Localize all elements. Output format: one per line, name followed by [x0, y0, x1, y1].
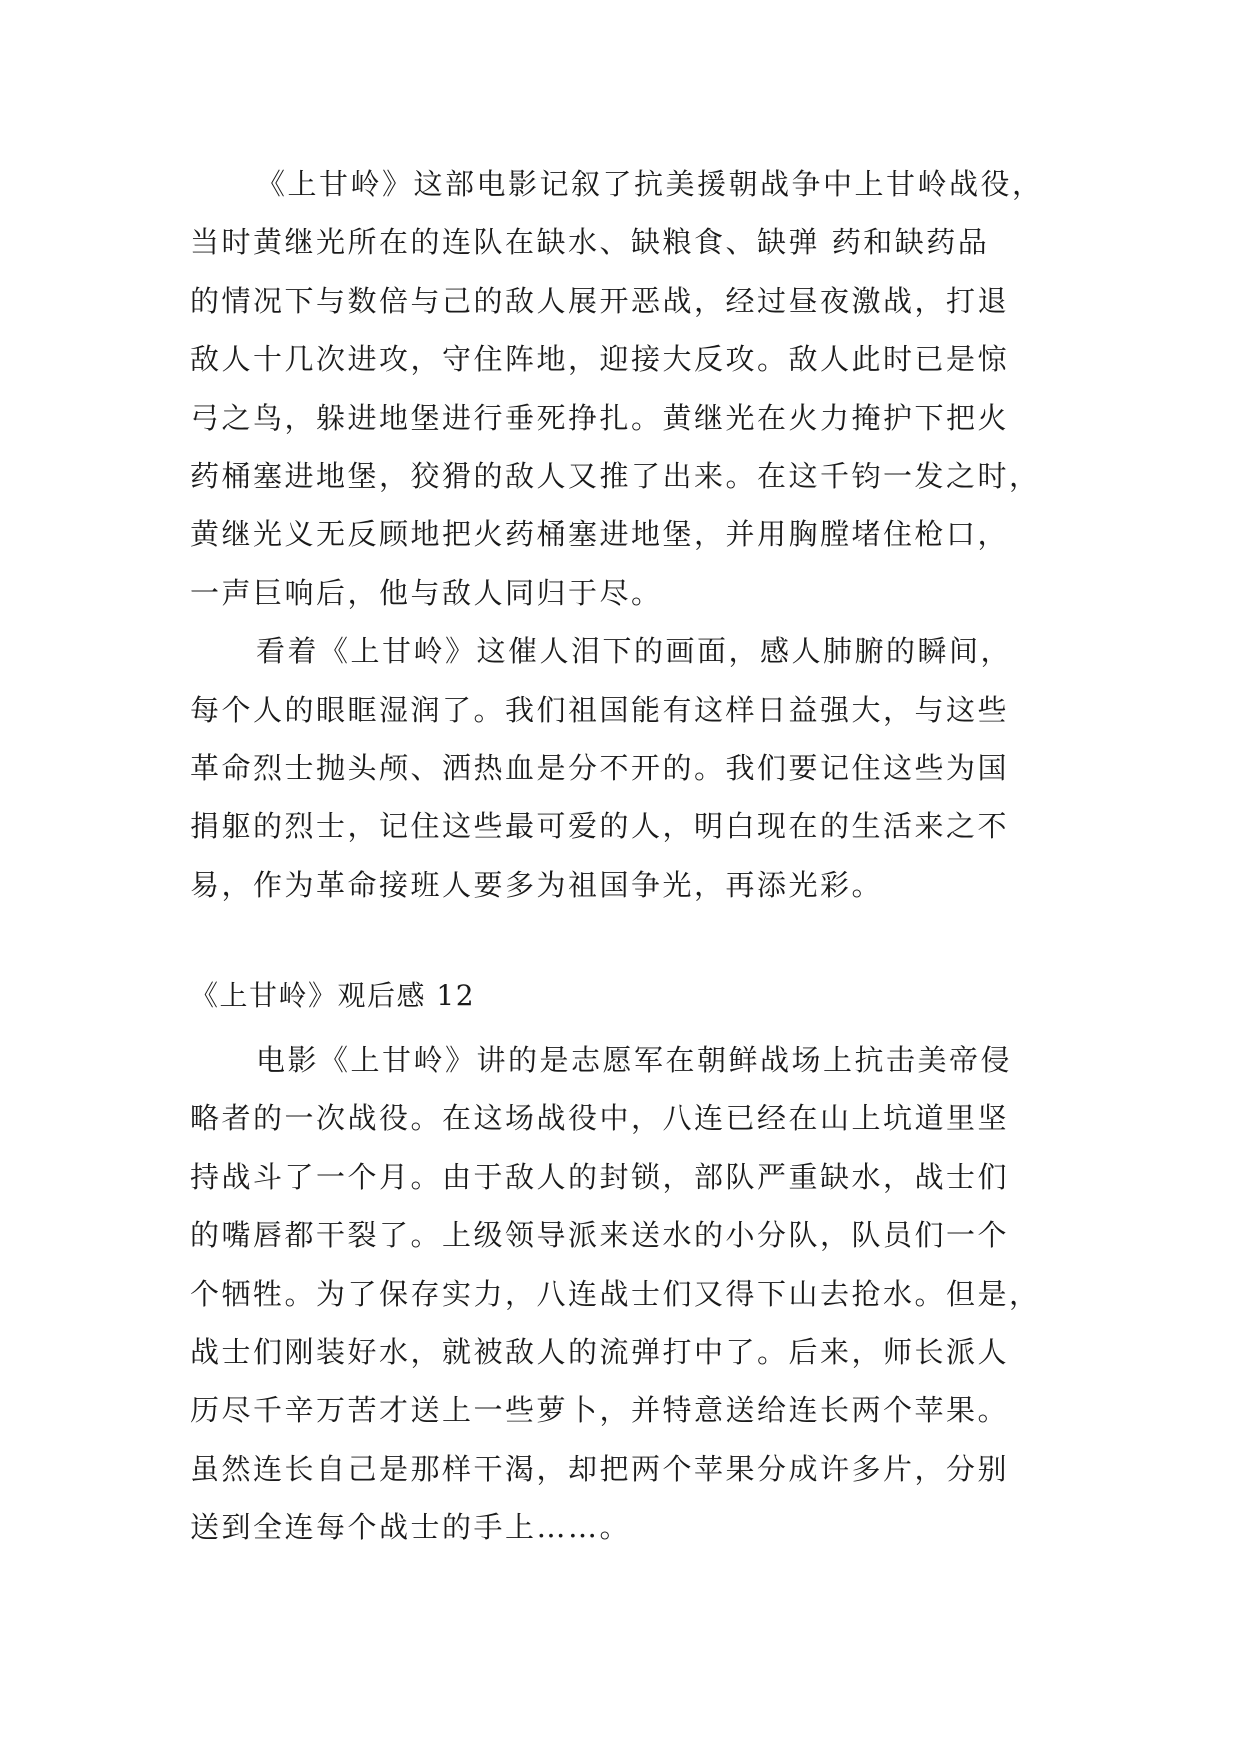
paragraph-line: 易，作为革命接班人要多为祖国争光，再添光彩。 — [190, 867, 884, 902]
paragraph-line: 的嘴唇都干裂了。上级领导派来送水的小分队，队员们一个 — [190, 1218, 1010, 1253]
paragraph-line: 个牺牲。为了保存实力，八连战士们又得下山去抢水。但是， — [190, 1276, 1041, 1311]
paragraph-line: 每个人的眼眶湿润了。我们祖国能有这样日益强大，与这些 — [190, 692, 1010, 727]
paragraph-line: 战士们刚装好水，就被敌人的流弹打中了。后来，师长派人 — [190, 1334, 1010, 1369]
paragraph-line: 药桶塞进地堡，狡猾的敌人又推了出来。在这千钧一发之时， — [190, 458, 1041, 493]
essay-part-2 — [190, 1042, 1070, 1568]
section-heading: 《上甘岭》观后感 12 — [190, 979, 476, 1012]
paragraph-line: 黄继光义无反顾地把火药桶塞进地堡，并用胸膛堵住枪口， — [190, 517, 1010, 552]
paragraph-line: 历尽千辛万苦才送上一些萝卜，并特意送给连长两个苹果。 — [190, 1393, 1010, 1428]
paragraph-line: 的情况下与数倍与己的敌人展开恶战，经过昼夜激战，打退 — [190, 283, 1010, 318]
paragraph-line: 革命烈士抛头颅、洒热血是分不开的。我们要记住这些为国 — [190, 750, 1010, 785]
paragraph-line: 捐躯的烈士，记住这些最可爱的人，明白现在的生活来之不 — [190, 809, 1010, 844]
paragraph-line: 看着《上甘岭》这催人泪下的画面，感人肺腑的瞬间， — [256, 634, 1013, 669]
paragraph-line: 当时黄继光所在的连队在缺水、缺粮食、缺弹 药和缺药品 — [190, 225, 990, 260]
paragraph-line: 敌人十几次进攻，守住阵地，迎接大反攻。敌人此时已是惊 — [190, 342, 1010, 377]
paragraph-line: 持战斗了一个月。由于敌人的封锁，部队严重缺水，战士们 — [190, 1159, 1010, 1194]
paragraph-line: 电影《上甘岭》讲的是志愿军在朝鲜战场上抗击美帝侵 — [256, 1043, 1013, 1077]
paragraph-line: 虽然连长自己是那样干渴，却把两个苹果分成许多片，分别 — [190, 1451, 1010, 1486]
paragraph-line: 《上甘岭》这部电影记叙了抗美援朝战争中上甘岭战役， — [256, 167, 1044, 201]
paragraph-line: 弓之鸟，躲进地堡进行垂死挣扎。黄继光在火力掩护下把火 — [190, 400, 1010, 435]
essay-part-1 — [190, 166, 1070, 925]
paragraph-line: 略者的一次战役。在这场战役中，八连已经在山上坑道里坚 — [190, 1101, 1010, 1136]
paragraph-line: 一声巨响后，他与敌人同归于尽。 — [190, 575, 663, 610]
paragraph-line: 送到全连每个战士的手上……。 — [190, 1510, 632, 1545]
